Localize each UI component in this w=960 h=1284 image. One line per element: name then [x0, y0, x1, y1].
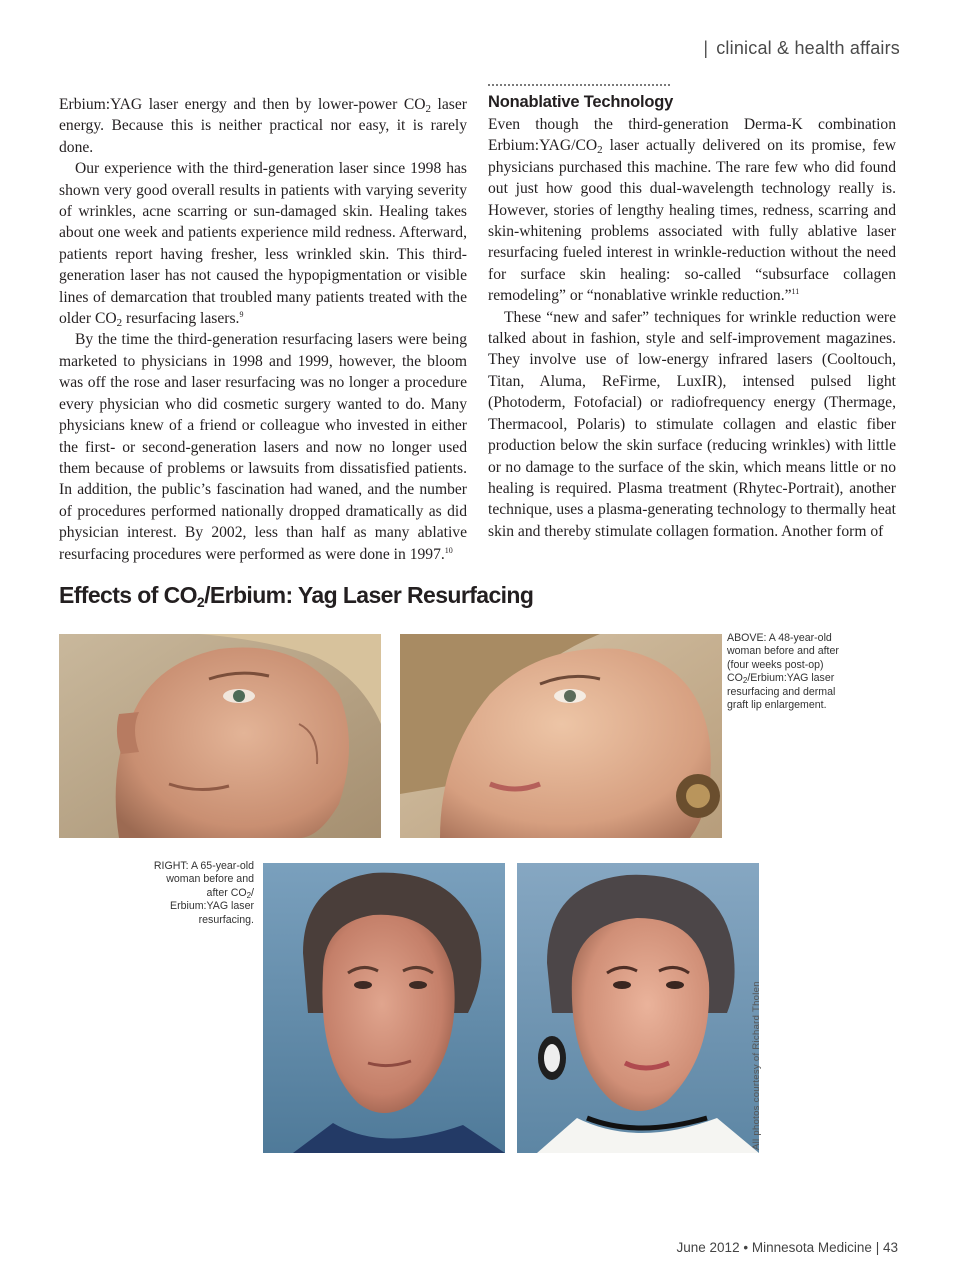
- text-run: Even though the third-generation Derma-K combination Erbium:YAG/CO: [488, 116, 896, 155]
- photo-credit: All photos courtesy of Richard Tholen: [751, 981, 762, 1150]
- journal-name: Minnesota Medicine: [751, 1240, 872, 1255]
- header-divider: |: [703, 38, 709, 58]
- photo-before-48: [59, 634, 381, 838]
- text-run: / Erbium:YAG laser resurfacing.: [170, 886, 254, 926]
- section-label: [703, 38, 900, 59]
- figure-title: [59, 582, 533, 609]
- text-run: /Erbium: Yag Laser Resurfacing: [204, 582, 534, 608]
- text-run: RIGHT: A 65-year-old woman before and after CO: [153, 860, 254, 899]
- paragraph: [488, 307, 896, 542]
- section-name: clinical & health affairs: [716, 38, 900, 58]
- text-run: laser energy. Because this is neither practical nor easy, it is rarely done.: [59, 96, 467, 156]
- paragraph: [488, 114, 896, 307]
- subscript: 2: [597, 144, 603, 157]
- caption-right: [150, 860, 254, 927]
- footer-bullet: •: [743, 1240, 749, 1255]
- text-run: These “new and safer” techniques for wrinkle reduction were talked about in fashion, style and self-improvement magazines. They involve use of low-energy infrared lasers (Cooltouch, Titan, Aluma, ReFirme, LuxIR), intensed pulsed light (Photoderm, Fotofacial) or radiofrequency energy (Thermage, Thermacool, Polaris) to stimulate collagen and elastic fiber production below the skin surface (reducing wrinkles) with little or no damage to the surface of the skin, which means little or no healing is required. Plasma treatment (Rhytec-Portrait), another technique, uses a plasma-generating technology to thermally heat skin and thereby stimulate collagen formation. Another form of: [488, 308, 896, 540]
- text-run: Our experience with the third-generation laser since 1998 has shown very good overall results in patients with varying severity of wrinkles, acne scarring or sun-damaged skin. Healing takes about one week and patients experience mild redness. Afterward, patients report having fresher, less wrinkled skin. This third-generation laser has not caused the hypopigmentation or visible lines of demarcation that troubled many patients treated with the older CO: [59, 160, 467, 328]
- paragraph: [59, 158, 467, 329]
- subscript: 2: [742, 676, 748, 686]
- caption-above: [727, 632, 843, 712]
- text-run: Effects of CO: [59, 582, 197, 608]
- photo-after-65: [517, 863, 759, 1153]
- subscript: 2: [196, 594, 205, 610]
- subscript: 2: [116, 317, 123, 330]
- text-run: /Erbium:YAG laser resurfacing and dermal graft lip enlargement.: [727, 672, 836, 712]
- left-column: [59, 94, 467, 565]
- text-run: Erbium:YAG laser energy and then by lower-power CO: [59, 96, 426, 113]
- photo-before-65: [263, 863, 505, 1153]
- issue-date: June 2012: [676, 1240, 740, 1255]
- subscript: 2: [425, 103, 432, 115]
- text-run: laser actually delivered on its promise, few physicians purchased this machine. The rare few who did found out just how good this dual-wavelength technology really is. However, stories of lengthy healing times, redness, scarring and skin-whitening problems associated with fully ablative laser resurfacing fueled interest in wrinkle-reduction without the need for surface skin healing: so-called “subsurface collagen remodeling” or “nonablative wrinkle reduction.”: [488, 137, 896, 305]
- right-column: [488, 84, 896, 542]
- page-footer: [677, 1240, 898, 1255]
- subscript: 2: [246, 890, 252, 900]
- subheading: Nonablative Technology: [488, 93, 674, 111]
- text-run: resurfacing lasers.: [122, 310, 240, 328]
- paragraph: [59, 329, 467, 564]
- text-run: ABOVE: A 48-year-old woman before and after (four weeks post-op) CO: [727, 632, 839, 685]
- page-number: 43: [882, 1240, 898, 1255]
- paragraph: [59, 94, 467, 158]
- dotted-rule: [488, 84, 670, 86]
- reference-marker[interactable]: 10: [444, 545, 453, 555]
- reference-marker[interactable]: 11: [791, 287, 800, 297]
- photo-after-48: [400, 634, 722, 838]
- reference-marker[interactable]: 9: [239, 310, 244, 320]
- footer-divider: |: [875, 1240, 880, 1255]
- text-run: By the time the third-generation resurfacing lasers were being marketed to physicians in 1998 and 1999, however, the bloom was off the rose and laser resurfacing was no longer a procedure every physician who did cosmetic surgery wanted to do. Many physicians knew of a friend or colleague who invested in either the first- or second-generation lasers and now no longer used them because of problems or lawsuits from dissatisfied patients. In addition, the public’s fascination had waned, and the number of procedures performed nationally dropped dramatically as did physician interest. By 2002, less than half as many ablative resurfacing procedures were performed as were done in 1997.: [59, 331, 467, 563]
